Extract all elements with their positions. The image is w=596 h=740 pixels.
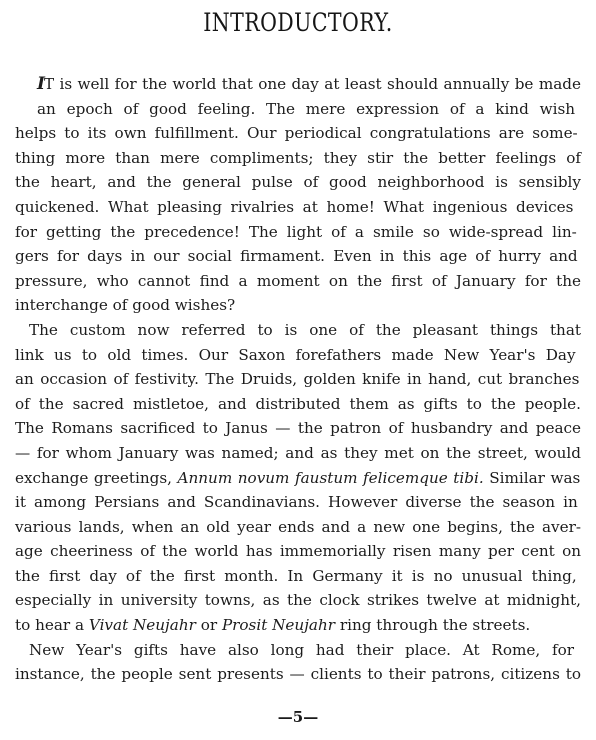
page-number: —5— xyxy=(277,708,319,726)
paragraph-3-line-1: New Year's gifts have also long had their place. At Rome, for xyxy=(29,640,575,659)
line-text-post: ring through the streets. xyxy=(335,616,531,635)
paragraph-1-line-9: pressure, who cannot find a moment on the first of January for the xyxy=(15,271,581,290)
page-title: INTRODUCTORY. xyxy=(203,8,393,37)
paragraph-2-line-4: of the sacred mistletoe, and distributed them as gifts to the people. xyxy=(15,394,581,413)
paragraph-2-line-6: — for whom January was named; and as they met on the street, would xyxy=(15,443,581,462)
paragraph-2-line-1: The custom now referred to is one of the pleasant things that xyxy=(29,320,581,339)
paragraph-2-line-11: the first day of the first month. In Germany it is no unusual thing, xyxy=(15,566,577,585)
line-text-post: Similar was xyxy=(483,468,581,487)
paragraph-1-line-2: an epoch of good feeling. The mere expression of a kind wish xyxy=(37,99,576,118)
paragraph-2-line-8: it among Persians and Scandinavians. However diverse the season in xyxy=(15,493,578,512)
line-text-pre: exchange greetings, xyxy=(15,468,178,487)
latin-greeting: Annum novum faustum felicemque tibi. xyxy=(177,468,484,487)
paragraph-3-line-2: instance, the people sent presents — clients to their patrons, citizens to xyxy=(15,665,581,684)
paragraph-1-line-10: interchange of good wishes? xyxy=(15,296,236,315)
paragraph-2-line-5: The Romans sacrificed to Janus — the patron of husbandry and peace xyxy=(15,419,581,438)
line-text-mid: or xyxy=(195,616,222,635)
paragraph-2-line-10: age cheeriness of the world has immemorially risen many per cent on xyxy=(15,542,581,561)
drop-cap: I xyxy=(37,74,44,94)
paragraph-1-line-4: thing more than mere compliments; they stir the better feelings of xyxy=(15,148,581,167)
paragraph-1-line-8: gers for days in our social firmament. Even in this age of hurry and xyxy=(15,247,578,266)
german-greeting-1: Vivat Neujahr xyxy=(88,616,196,635)
line-text: T is well for the world that one day at least should annually be made xyxy=(43,75,581,93)
paragraph-2-line-12: especially in university towns, as the clock strikes twelve at midnight, xyxy=(15,591,581,610)
paragraph-1-line-3: helps to its own fulfillment. Our periodical congratulations are some- xyxy=(15,124,578,143)
paragraph-1-line-7: for getting the precedence! The light of a smile so wide-spread lin- xyxy=(15,222,577,241)
paragraph-2-line-7 xyxy=(15,466,581,491)
paragraph-1-line-1 xyxy=(15,72,581,97)
german-greeting-2: Prosit Neujahr xyxy=(221,616,336,635)
paragraph-2-line-3: an occasion of festivity. The Druids, golden knife in hand, cut branches xyxy=(15,370,580,389)
paragraph-1-line-5: the heart, and the general pulse of good neighborhood is sensibly xyxy=(15,173,581,192)
line-text-pre: to hear a xyxy=(15,616,89,635)
paragraph-2-line-13 xyxy=(15,613,581,638)
paragraph-2-line-2: link us to old times. Our Saxon forefathers made New Year's Day xyxy=(15,345,576,364)
body-text xyxy=(15,72,581,687)
paragraph-2-line-9: various lands, when an old year ends and a new one begins, the aver- xyxy=(15,517,581,536)
paragraph-1-line-6: quickened. What pleasing rivalries at home! What ingenious devices xyxy=(15,197,574,216)
